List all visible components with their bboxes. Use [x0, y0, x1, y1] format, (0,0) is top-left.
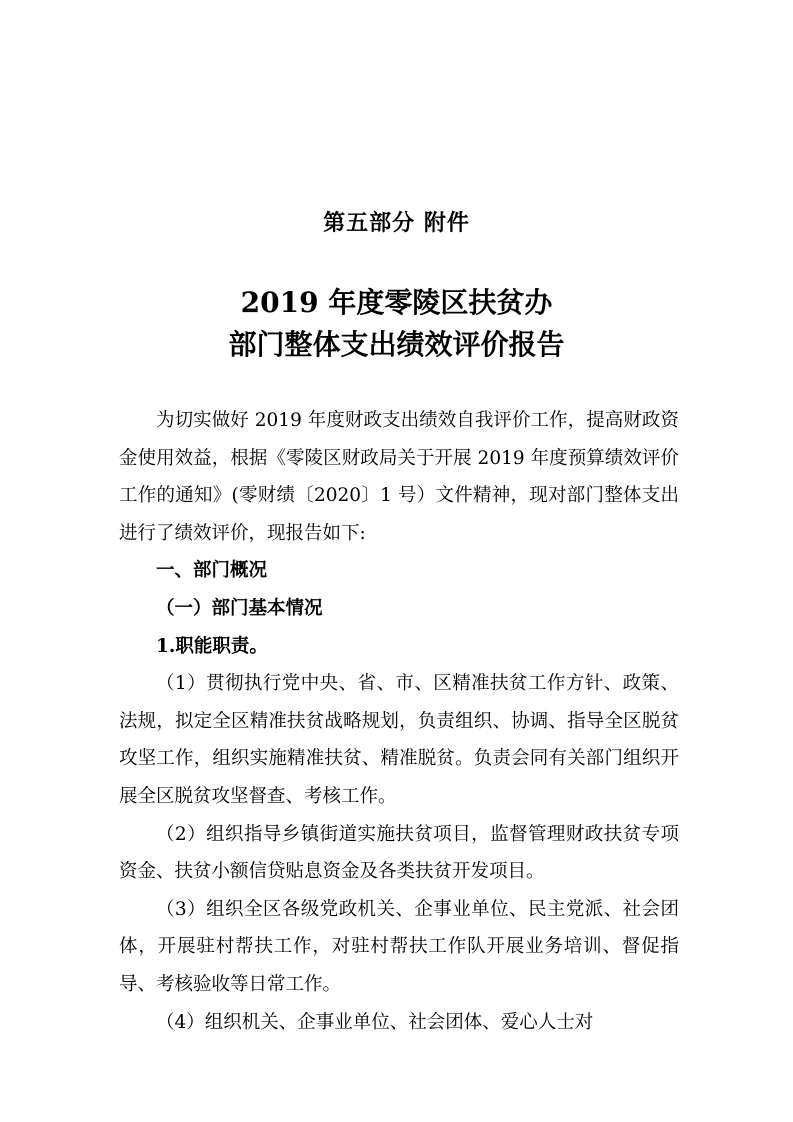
duty-item-2: （2）组织指导乡镇街道实施扶贫项目，监督管理财政扶贫专项资金、扶贫小额信贷贴息资金及各类扶贫开发项目。 [119, 823, 679, 883]
document-body [119, 402, 679, 1041]
duty-item-4: （4）组织机关、企事业单位、社会团体、爱心人士对 [156, 1011, 594, 1033]
heading-basic-info: （一）部门基本情况 [156, 597, 323, 619]
duty-item-1: （1）贯彻执行党中央、省、市、区精准扶贫工作方针、政策、法规，拟定全区精准扶贫战略规划，负责组织、协调、指导全区脱贫攻坚工作，组织实施精准扶贫、精准脱贫。负责会同有关部门组织开展全区脱贫攻坚督查、考核工作。 [119, 673, 679, 807]
duty-item-3: （3）组织全区各级党政机关、企事业单位、民主党派、社会团体，开展驻村帮扶工作，对驻村帮扶工作队开展业务培训、督促指导、考核验收等日常工作。 [119, 898, 679, 995]
section-heading: 第五部分 附件 [323, 211, 470, 236]
document-title [0, 282, 793, 366]
heading-department-overview: 一、部门概况 [156, 560, 268, 582]
heading-duties: 1.职能职责。 [156, 635, 268, 657]
intro-paragraph: 为切实做好 2019 年度财政支出绩效自我评价工作，提高财政资金使用效益，根据《零陵区财政局关于开展 2019 年度预算绩效评价工作的通知》(零财绩〔2020〕1 号）文件精神，现对部门整体支出进行了绩效评价，现报告如下: [119, 410, 679, 544]
document-title-line-1: 2019 年度零陵区扶贫办 [240, 286, 553, 319]
document-title-line-2: 部门整体支出绩效评价报告 [228, 328, 565, 361]
